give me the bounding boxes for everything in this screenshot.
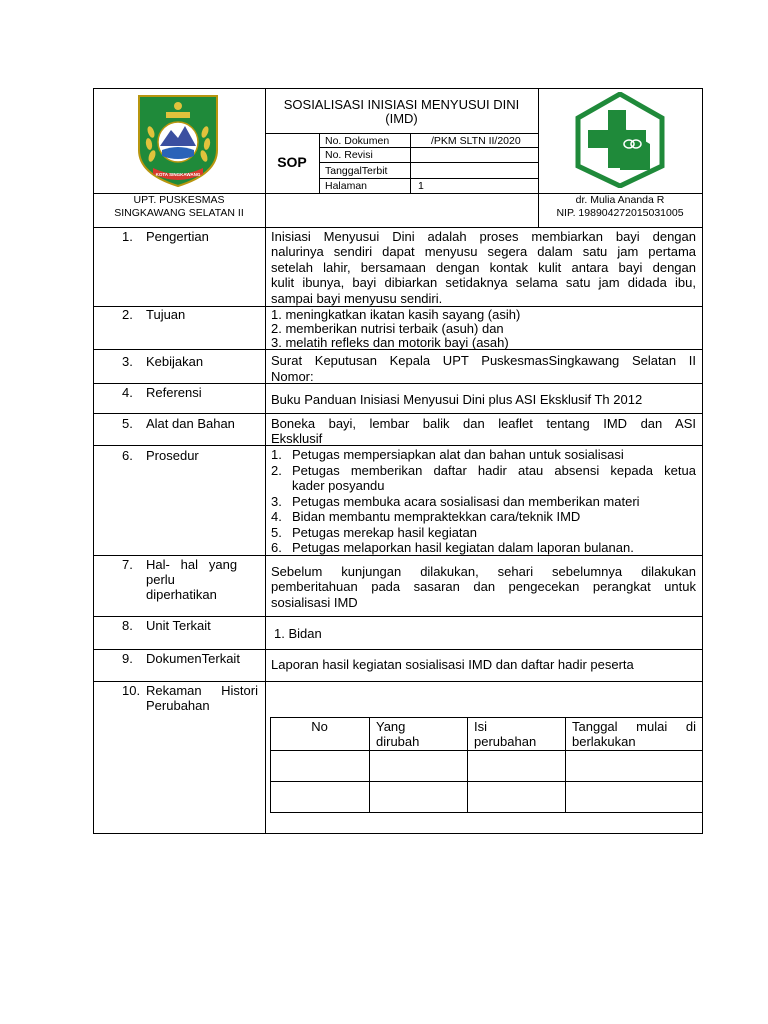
s6-item-6-num: 6. bbox=[271, 540, 282, 555]
s2-label: Tujuan bbox=[146, 307, 186, 322]
s10-label-line2: Perubahan bbox=[146, 698, 210, 713]
kota-singkawang-logo bbox=[133, 92, 223, 188]
s7-line1: Sebelum kunjungan dilakukan, sehari sebelumnya dilakukan bbox=[271, 564, 696, 579]
s6-item-1-num: 1. bbox=[271, 447, 282, 462]
meta-label-halaman: Halaman bbox=[325, 180, 368, 192]
history-header-tanggal-2: berlakukan bbox=[572, 734, 636, 749]
doc-title-line1: SOSIALISASI INISIASI MENYUSUI DINI bbox=[283, 97, 520, 112]
org-name-line2: SINGKAWANG SELATAN II bbox=[114, 207, 244, 219]
history-header-isi-1: Isi bbox=[474, 719, 487, 734]
s6-item-3-num: 3. bbox=[271, 494, 282, 509]
meta-label-tanggal: TanggalTerbit bbox=[325, 165, 388, 177]
s8-num: 8. bbox=[122, 618, 133, 633]
svg-text:KOTA SINGKAWANG: KOTA SINGKAWANG bbox=[155, 172, 201, 177]
s2-item-2: 2. memberikan nutrisi terbaik (asuh) dan bbox=[271, 321, 504, 336]
s7-label-line3: diperhatikan bbox=[146, 587, 217, 602]
s9-num: 9. bbox=[122, 651, 133, 666]
s8-label: Unit Terkait bbox=[146, 618, 211, 633]
s1-line2: nalurinya sendiri dapat menyusu segera dalam satu jam pertama bbox=[271, 244, 696, 259]
s6-item-2-num: 2. bbox=[271, 463, 282, 478]
s5-line1: Boneka bayi, lembar balik dan leaflet tentang IMD dan ASI bbox=[271, 416, 696, 431]
s5-num: 5. bbox=[122, 416, 133, 431]
s6-item-2-text-cont: kader posyandu bbox=[292, 478, 385, 493]
signer-nip: NIP. 198904272015031005 bbox=[556, 207, 684, 219]
s5-label: Alat dan Bahan bbox=[146, 416, 235, 431]
s6-item-6-text: Petugas melaporkan hasil kegiatan dalam laporan bulanan. bbox=[292, 540, 634, 555]
s3-line2: Nomor: bbox=[271, 369, 314, 384]
history-header-isi-2: perubahan bbox=[474, 734, 537, 749]
history-header-dirubah-2: dirubah bbox=[376, 734, 420, 749]
history-header-dirubah-1: Yang bbox=[376, 719, 406, 734]
history-header-no: No bbox=[311, 719, 328, 734]
s1-label: Pengertian bbox=[146, 229, 209, 244]
s6-item-1-text: Petugas mempersiapkan alat dan bahan untuk sosialisasi bbox=[292, 447, 624, 462]
sop-label: SOP bbox=[277, 154, 307, 170]
s6-item-5-num: 5. bbox=[271, 525, 282, 540]
meta-value-dokumen: /PKM SLTN II/2020 bbox=[431, 135, 521, 147]
s1-num: 1. bbox=[122, 229, 133, 244]
s7-label-line1: Hal- hal yang bbox=[146, 557, 238, 572]
doc-title-line2: (IMD) bbox=[385, 111, 418, 126]
s2-item-1: 1. meningkatkan ikatan kasih sayang (asih) bbox=[271, 307, 521, 322]
s8-text: 1. Bidan bbox=[274, 626, 322, 641]
s6-item-4-text: Bidan membantu mempraktekkan cara/teknik IMD bbox=[292, 509, 581, 524]
s3-line1: Surat Keputusan Kepala UPT PuskesmasSingkawang Selatan II bbox=[271, 353, 696, 368]
org-name-line1: UPT. PUSKESMAS bbox=[133, 194, 225, 206]
s3-label: Kebijakan bbox=[146, 354, 204, 369]
meta-value-halaman: 1 bbox=[418, 180, 424, 192]
s7-num: 7. bbox=[122, 557, 133, 572]
s7-label-line2: perlu bbox=[146, 572, 175, 587]
s6-item-2-text: Petugas memberikan daftar hadir atau absensi kepada ketua bbox=[292, 463, 696, 478]
meta-label-revisi: No. Revisi bbox=[325, 149, 373, 161]
s1-line1: Inisiasi Menyusui Dini adalah proses membiarkan bayi dengan bbox=[271, 229, 696, 244]
signer-name: dr. Mulia Ananda R bbox=[575, 194, 665, 206]
s10-label-line1: Rekaman Histori bbox=[146, 683, 258, 698]
s1-line4: kulit ibunya, bayi dibiarkan setidaknya selama satu jam didada ibu, bbox=[271, 275, 696, 290]
s2-num: 2. bbox=[122, 307, 133, 322]
s10-num: 10. bbox=[122, 683, 141, 698]
s1-line3: setelah lahir, bersamaan dengan kontak kulit antara bayi dengan bbox=[271, 260, 696, 275]
s6-item-3-text: Petugas membuka acara sosialisasi dan memberikan materi bbox=[292, 494, 640, 509]
s6-num: 6. bbox=[122, 448, 133, 463]
s9-text: Laporan hasil kegiatan sosialisasi IMD dan daftar hadir peserta bbox=[271, 657, 634, 672]
s7-line3: sosialisasi IMD bbox=[271, 595, 358, 610]
puskesmas-logo bbox=[574, 92, 666, 188]
history-header-tanggal-1: Tanggal mulai di bbox=[572, 719, 696, 734]
meta-label-dokumen: No. Dokumen bbox=[325, 135, 390, 147]
s3-num: 3. bbox=[122, 354, 133, 369]
s6-label: Prosedur bbox=[146, 448, 199, 463]
s2-item-3: 3. melatih refleks dan motorik bayi (asah) bbox=[271, 335, 509, 350]
s6-item-5-text: Petugas merekap hasil kegiatan bbox=[292, 525, 478, 540]
s7-line2: pemberitahuan pada sasaran dan pengecekan perangkat untuk bbox=[271, 579, 696, 594]
s6-item-4-num: 4. bbox=[271, 509, 282, 524]
s5-line2: Eksklusif bbox=[271, 431, 323, 446]
s4-text: Buku Panduan Inisiasi Menyusui Dini plus ASI Eksklusif Th 2012 bbox=[271, 392, 643, 407]
s9-label: DokumenTerkait bbox=[146, 651, 240, 666]
s1-line5: sampai bayi menyusu sendiri. bbox=[271, 291, 443, 306]
s4-label: Referensi bbox=[146, 385, 202, 400]
s4-num: 4. bbox=[122, 385, 133, 400]
